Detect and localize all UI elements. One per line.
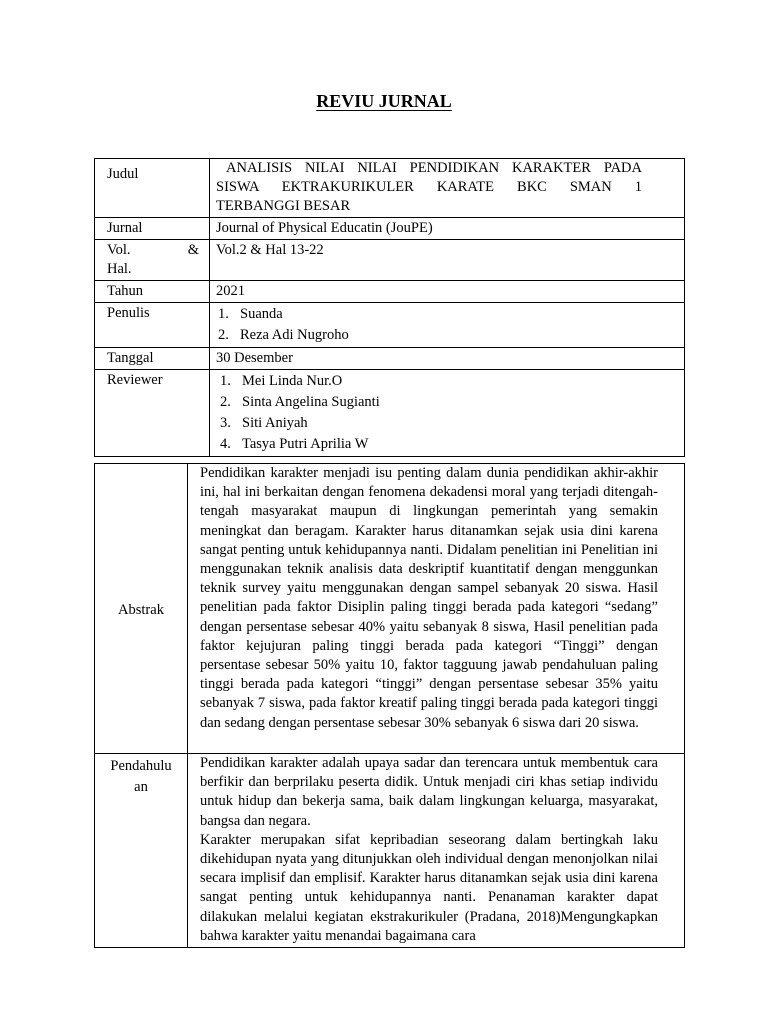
- judul-line-3: TERBANGGI BESAR: [216, 198, 351, 214]
- value-penulis: [210, 303, 685, 348]
- row-penulis: [95, 303, 685, 348]
- judul-line-1: ANALISIS NILAI NILAI PENDIDIKAN KARAKTER PADA: [226, 160, 642, 176]
- label-pendahuluan: [95, 754, 188, 948]
- label-vol-amp: &: [187, 242, 199, 258]
- value-tanggal: 30 Desember: [210, 348, 685, 370]
- label-vol-a: Vol.: [107, 242, 131, 258]
- label-tahun: Tahun: [95, 281, 210, 303]
- value-jurnal: Journal of Physical Educatin (JouPE): [210, 218, 685, 240]
- label-pendahuluan-b: an: [134, 779, 148, 795]
- row-jurnal: [95, 218, 685, 240]
- row-pendahuluan: [95, 754, 685, 948]
- label-pendahuluan-a: Pendahulu: [110, 758, 172, 774]
- pendahuluan-paragraph-1: Pendidikan karakter adalah upaya sadar dan terencara untuk membentuk cara berfikir dan berprilaku peserta didik. Untuk menjadi ciri khas setiap individu untuk hidup dan bekerja sama, baik dalam lingkungan keluarga, masyarakat, bangsa dan negara.: [200, 755, 658, 829]
- pendahuluan-paragraph-2: Karakter merupakan sifat kepribadian seseorang dalam bertingkah laku dikehidupan nyata yang ditunjukkan oleh individual dengan menonjolkan nilai secara implisif dan emplisif. Karakter harus ditanamkan sejak usia dini karena sangat penting untuk kehidupannya nanti. Penanaman karakter dapat dilakukan melalui kegiatan ekstrakurikuler (Pradana, 2018)Mengungkapkan bahwa karakter yaitu menandai bagaimana cara: [200, 831, 658, 944]
- list-item: 2. Sinta Angelina Sugianti: [220, 394, 380, 410]
- list-item: 3. Siti Aniyah: [220, 415, 308, 431]
- value-judul: [210, 159, 685, 218]
- value-pendahuluan: [188, 754, 685, 948]
- label-abstrak: Abstrak: [95, 464, 188, 754]
- page-title: REVIU JURNAL: [316, 91, 452, 111]
- judul-line-2: SISWA EKTRAKURIKULER KARATE BKC SMAN 1: [216, 179, 642, 195]
- value-reviewer: [210, 370, 685, 457]
- reviewer-list: [218, 371, 642, 455]
- label-jurnal: Jurnal: [95, 218, 210, 240]
- label-tanggal: Tanggal: [95, 348, 210, 370]
- value-tahun: 2021: [210, 281, 685, 303]
- abstrak-text: Pendidikan karakter menjadi isu penting dalam dunia pendidikan akhir-akhir ini, hal ini berkaitan dengan fenomena dekadensi moral yang terjadi ditengah-tengah masyarakat maupun di lingkungan pemerintah yang semakin meningkat dan beragam. Karakter harus ditanamkan sejak usia dini karena sangat penting untuk kehidupannya nanti. Didalam penelitian ini Penelitian ini menggunakan teknik analisis data deskriptif kuantitatif dengan menggunkan teknik survey yaitu menggunakan dengan sampel sebanyak 20 siswa. Hasil penelitian pada faktor Disiplin paling tinggi berada pada kategori “sedang” dengan persentase sebesar 40% yaitu sebanyak 8 siswa, Hasil penelitian pada faktor kejujuran paling tinggi berada pada kategori “Tinggi” dengan persentase sebesar 50% yaitu 10, faktor tagguung jawab pendahuluan paling tinggi berada pada kategori “tinggi” dengan persentase sebesar 35% yaitu sebanyak 7 siswa, pada faktor kreatif paling tinggi berada pada kategori tinggi dan sedang dengan persentase sebesar 30% sebanyak 6 siswa dari 20 siswa.: [200, 465, 658, 731]
- list-item: 1. Suanda: [218, 306, 283, 322]
- row-judul: [95, 159, 685, 218]
- list-item: 2. Reza Adi Nugroho: [218, 327, 349, 343]
- list-item: 1. Mei Linda Nur.O: [220, 373, 343, 389]
- row-vol: [95, 240, 685, 281]
- row-tanggal: [95, 348, 685, 370]
- value-vol: Vol.2 & Hal 13-22: [210, 240, 685, 281]
- label-vol-b: Hal.: [107, 261, 132, 277]
- label-penulis: Penulis: [95, 303, 210, 348]
- penulis-list: [216, 304, 642, 346]
- journal-info-table: [94, 158, 685, 457]
- value-abstrak: [188, 464, 685, 754]
- row-abstrak: [95, 464, 685, 754]
- row-tahun: [95, 281, 685, 303]
- label-vol: [95, 240, 210, 281]
- label-reviewer: Reviewer: [95, 370, 210, 457]
- row-reviewer: [95, 370, 685, 457]
- list-item: 4. Tasya Putri Aprilia W: [220, 436, 369, 452]
- label-judul: Judul: [95, 159, 210, 218]
- review-content-table: [94, 463, 685, 948]
